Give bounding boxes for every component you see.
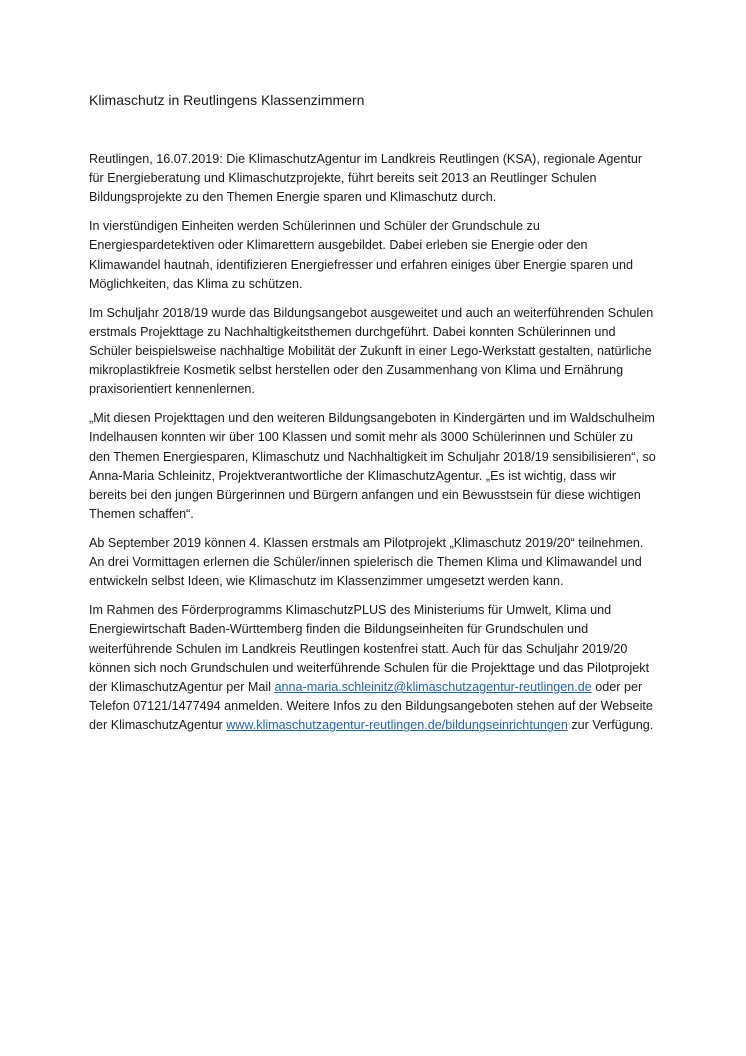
paragraph-pilotprojekt: Ab September 2019 können 4. Klassen erstmals am Pilotprojekt „Klimaschutz 2019/20“ teilnehmen. An drei Vormittagen erlernen die Schüler/innen spielerisch die Themen Klima und Klimawandel und entwickeln selbst Ideen, wie Klimaschutz im Klassenzimmer umgesetzt werden kann.: [89, 536, 644, 589]
paragraph-projekttage: Im Schuljahr 2018/19 wurde das Bildungsangebot ausgeweitet und auch an weiterführenden Schulen erstmals Projekttage zu Nachhaltigkeitsthemen durchgeführt. Dabei konnten Schülerinnen und Schüler beispielsweise nachhaltige Mobilität der Zukunft in einer Lego-Werkstatt gestalten, natürliche mikroplastikfreie Kosmetik selbst herstellen oder den Zusammenhang von Klima und Ernährung praxisorientiert kennenlernen.: [89, 305, 654, 397]
email-link[interactable]: anna-maria.schleinitz@klimaschutzagentur-reutlingen.de: [274, 680, 592, 695]
paragraph-quote: „Mit diesen Projekttagen und den weiteren Bildungsangeboten in Kindergärten und im Waldschulheim Indelhausen konnten wir über 100 Klassen und somit mehr als 3000 Schülerinnen und Schüler zu den Themen Energiesparen, Klimaschutz und Nachhaltigkeit im Schuljahr 2018/19 sensibilisieren“, so Anna-Maria Schleinitz, Projektverantwortliche der KlimaschutzAgentur. „Es ist wichtig, dass wir bereits bei den jungen Bürgerinnen und Bürgern anfangen und ein Bewusstsein für diese wichtigen Themen schaffen“.: [89, 411, 656, 522]
document-title: Klimaschutz in Reutlingens Klassenzimmern: [89, 92, 365, 108]
paragraph-grundschule: In vierstündigen Einheiten werden Schülerinnen und Schüler der Grundschule zu Energiespardetektiven oder Klimarettern ausgebildet. Dabei erleben sie Energie oder den Klimawandel hautnah, identifizieren Energiefresser und erfahren einiges über Energie sparen und Möglichkeiten, das Klima zu schützen.: [89, 219, 633, 291]
contact-text-3: zur Verfügung.: [567, 718, 654, 733]
website-link[interactable]: www.klimaschutzagentur-reutlingen.de/bildungseinrichtungen: [226, 718, 568, 733]
paragraph-intro: Reutlingen, 16.07.2019: Die KlimaschutzAgentur im Landkreis Reutlingen (KSA), regionale Agentur für Energieberatung und Klimaschutzprojekte, führt bereits seit 2013 an Reutlinger Schulen Bildungsprojekte zu den Themen Energie sparen und Klimaschutz durch.: [89, 152, 643, 205]
contact-text-1: Im Rahmen des Förderprogramms KlimaschutzPLUS des Ministeriums für Umwelt, Klima und Energiewirtschaft Baden-Württemberg finden die Bildungseinheiten für Grundschulen und weiterführende Schulen im Landkreis Reutlingen kostenfrei statt. Auch für das Schuljahr 2019/20 können sich noch Grundschulen und weiterführende Schulen für die Projekttage und das Pilotprojekt der KlimaschutzAgentur per Mail: [89, 603, 650, 695]
contact-text-2: oder per Telefon 07121/1477494 anmelden. Weitere Infos zu den Bildungsangeboten stehen auf der Webseite der KlimaschutzAgentur: [89, 680, 653, 733]
paragraph-contact: [89, 601, 657, 735]
document-body: [89, 90, 657, 745]
